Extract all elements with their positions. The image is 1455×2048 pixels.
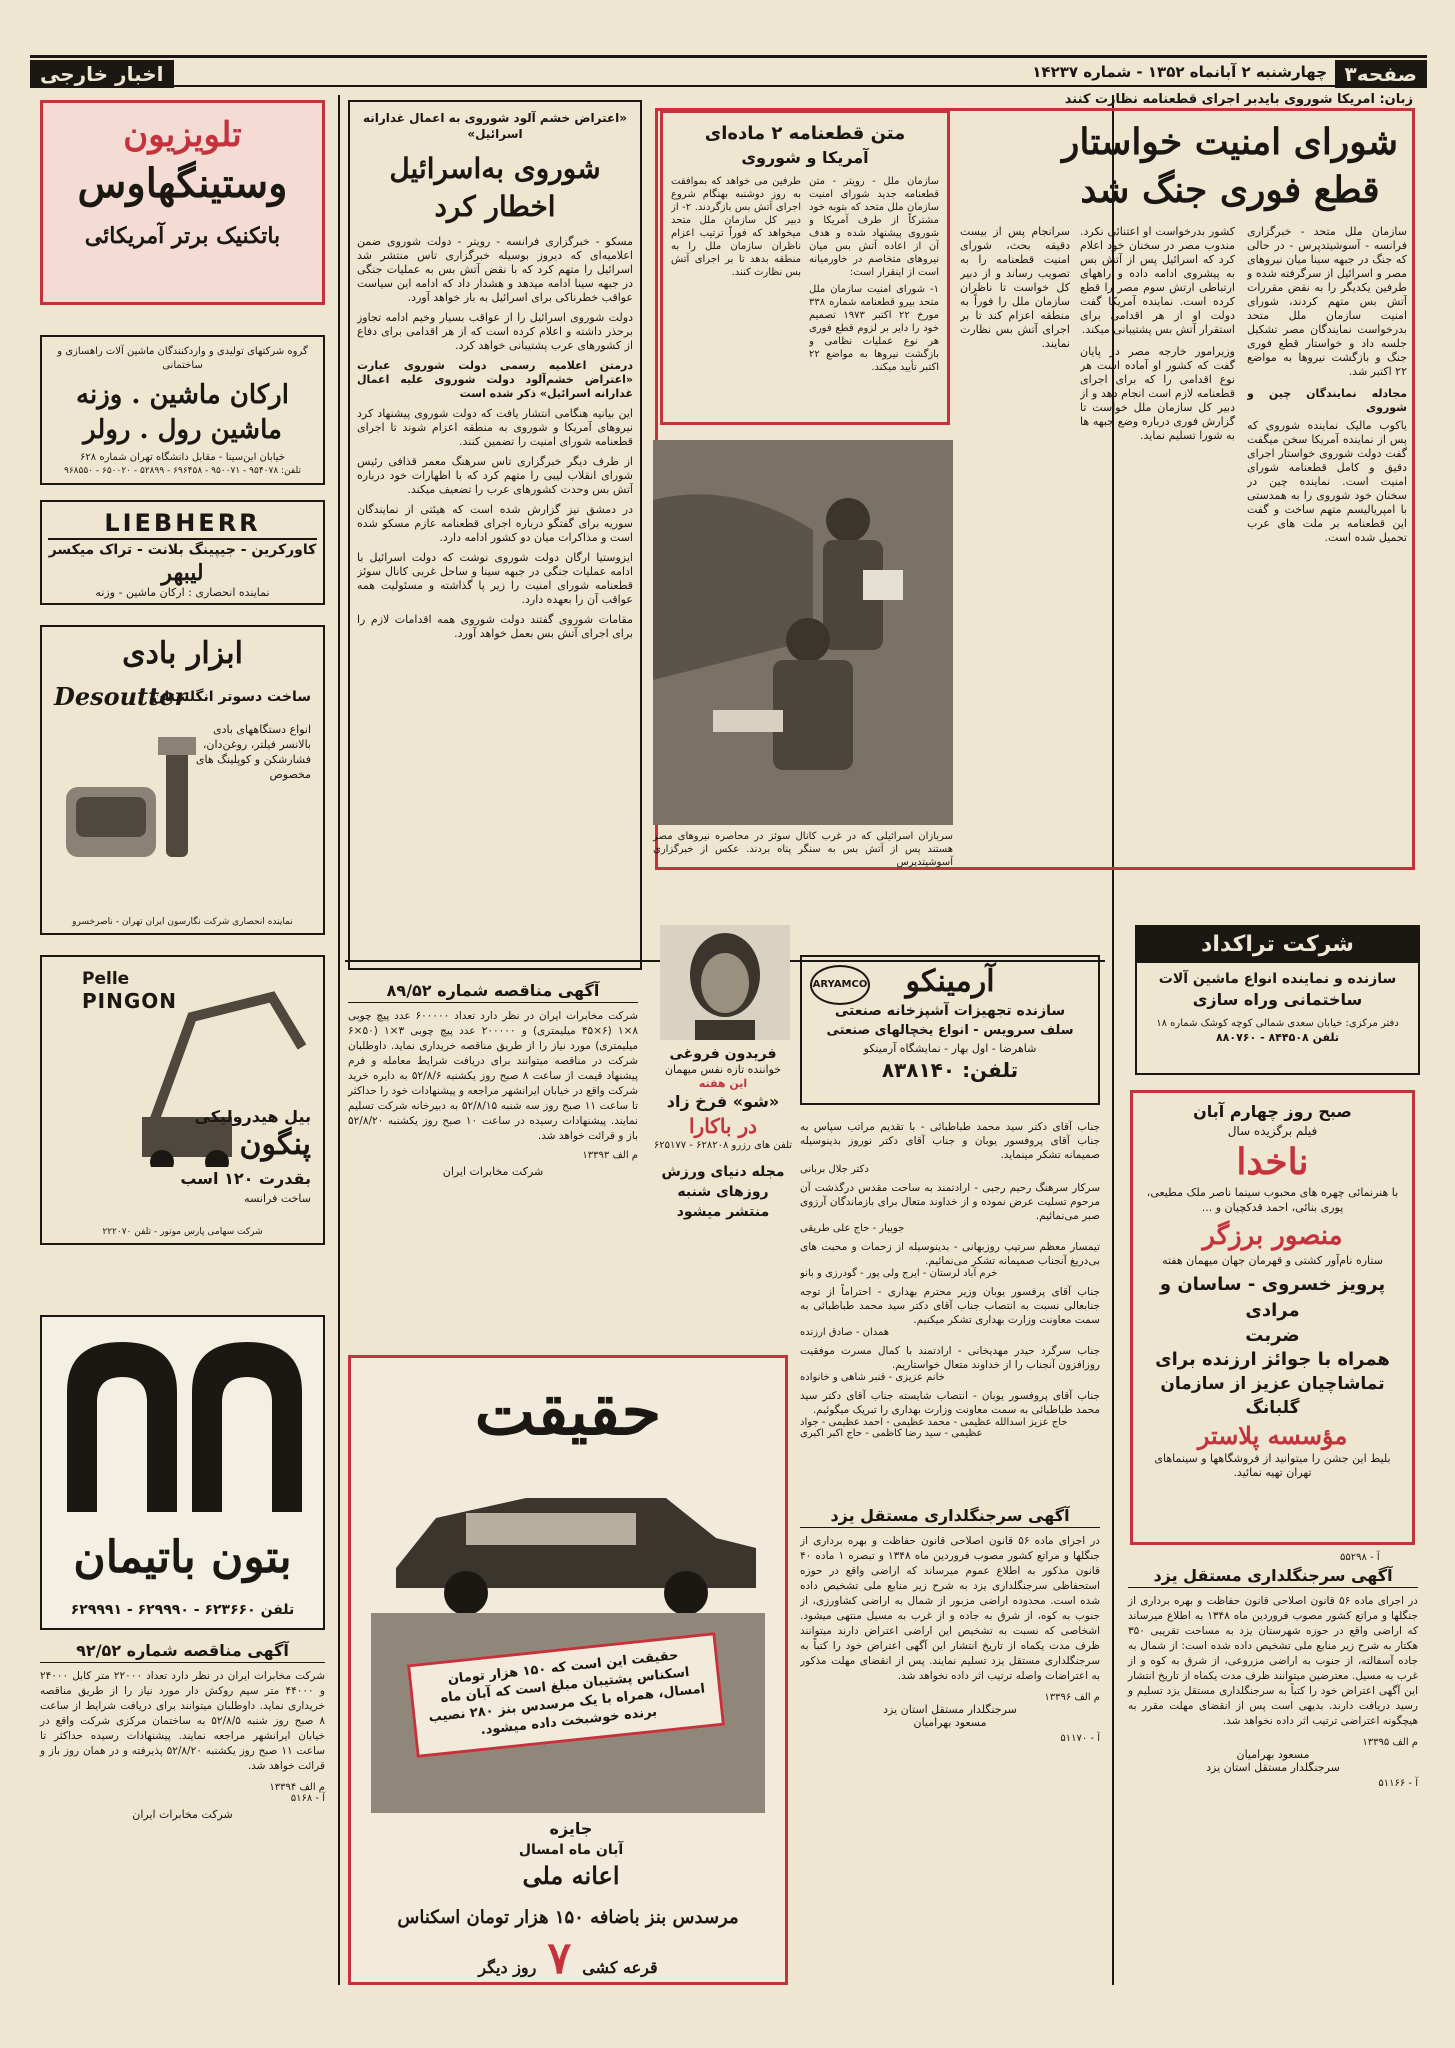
tender-89-issuer: شرکت مخابرات ایران: [442, 1165, 544, 1178]
abzar-brand: Desoutter: [54, 682, 188, 711]
yazd-center-sig-1: سرجنگلدار مستقل استان یزد: [883, 1703, 1017, 1716]
tender-92-code: م الف ۱۳۳۹۴: [269, 1782, 325, 1793]
resolution-body-b: ۱- شورای امنیت سازمان ملل متحد بیرو قطعنامه شماره ۳۳۸ مورخ ۲۲ اکتبر ۱۹۷۳ تصمیم خود را دایر بر لزوم قطع فوری هر نوع عملیات نظامی و بازگشت نیروها به مواضع ۲۲ اکتبر تأیید میکند.: [809, 284, 939, 373]
yazd-center-notice: [800, 1505, 1100, 1985]
trakdad-ad: [1135, 925, 1420, 1075]
soviet-body-e: در دمشق نیز گزارش شده است که هیئتی از نمایندگان سوریه برای گفتگو درباره اجرای قطعنامه عازم مسکو شده است و مذاکرات میان دو کشور ادامه دارد.: [357, 503, 633, 544]
days-label: روز دیگر: [478, 1958, 537, 1977]
haghighat-title: حقیقت: [474, 1375, 662, 1450]
lead-headline-2: قطع فوری جنگ شد: [1080, 169, 1380, 211]
soviet-body-b: دولت شوروی اسرائیل را از عواقب بسیار وخیم ادامه تجاوز برحذر داشته و اعلام کرده است که از هر اقدامی برای دفاع از کشورهای عرب پشتیبانی خواهد کرد.: [357, 311, 633, 352]
beton-logo-icon: [52, 1332, 317, 1517]
aryamanco-phone-label: تلفن:: [962, 1058, 1019, 1082]
tender-89: [348, 980, 638, 1325]
pingon-name: پنگون: [239, 1127, 311, 1162]
film-body4: بلیط این جشن را میتوانید از فروشگاهها و سینماهای تهران تهیه نمائید.: [1154, 1452, 1391, 1479]
haghighat-callout: حقیقت این است که ۱۵۰ هزار تومان اسکناس پشتیبان مبلغ است که آبان ماه امسال، همراه با یک مرسدس بنز ۲۸۰ نصیب برنده خوشبخت داده میشود.: [407, 1632, 725, 1758]
pingon-ad: [40, 955, 325, 1245]
page-number: صفحه۳: [1335, 60, 1427, 88]
pingon-line-1: بیل هیدرولیکی: [194, 1107, 311, 1126]
resolution-title-1: متن قطعنامه ۲ ماده‌ای: [704, 123, 906, 144]
resolution-body-c: طرفین می خواهد که بموافقت به روز دوشنبه بهنگام شروع اجرای آتش بس بازگردند. ۲- از دبیر کل سازمان ملل متحد میخواهد که فوراً ترتیب اعزام ناظران سازمان ملل را به منطقه بدهد تا بر اجرای آتش بس نظارت کنند.: [671, 176, 801, 278]
thanks-sig-5: خانم عزیزی - قنبر شاهی و خانواده: [800, 1372, 945, 1383]
aryamanco-phone: ۸۳۸۱۴۰: [881, 1058, 956, 1082]
thanks-item-3: جناب آقای پرفسور یوبان وزیر محترم بهداری - احتراماً از توجه جنابعالی نسبت به انتصاب جناب آقای دکتر سید محمد طباطبائی به سمت معاونت وزارت بهداری تشکر میکنیم.: [800, 1286, 1100, 1326]
soviet-headline-2: اخطار کرد: [434, 190, 556, 223]
tender-92: [40, 1640, 325, 1985]
arkan-intro: گروه شرکتهای تولیدی و واردکنندگان ماشین آلات راهسازی و ساختمانی: [57, 346, 308, 371]
tender-89-code: م الف ۱۳۳۹۳: [582, 1150, 638, 1161]
tv-title-3: باتکنیک برتر آمریکائی: [84, 223, 281, 249]
soviet-body-g: مقامات شوروی گفتند دولت شوروی همه اقدامات لازم را برای اجرای آتش بس بعمل خواهد آورد.: [357, 613, 633, 640]
tender-92-title: آگهی مناقصه شماره ۹۲/۵۲: [40, 1640, 325, 1663]
yazd-title: آگهی سرجنگلداری مستقل یزد: [1128, 1565, 1418, 1588]
thanks-body: جناب آقای دکتر سید محمد طباطبائی - با تقدیم مراتب سپاس به جناب آقای پروفسور یوبان و جناب آقای دکتر نوروز بدینوسیله صمیمانه تشکر مینماید.: [800, 1121, 1100, 1161]
soviet-body-d: از طرف دیگر خبرگزاری تاس سرهنگ معمر قذافی رئیس شورای انقلاب لیبی را متهم کرد که با اظهارات خود درباره آتش بس وحدت کشورهای عرب را تضعیف میکند.: [357, 455, 633, 496]
sports-promo-line-3: منتشر میشود: [676, 1204, 770, 1220]
soviet-body-a: مسکو - خبرگزاری فرانسه - رویتر - دولت شوروی ضمن اعلامیه‌ای که دیروز بوسیله خبرگزاری تاس منتشر شد اسرائیل را متهم کرد که با نقض آتش بس به عملیات جنگی در جبهه سینا ادامه میدهد و هشدار داد که ادامه این سیاست عواقب خطرناکی برای اسرائیل به بار خواهد آورد.: [357, 235, 633, 304]
resolution-box: [660, 110, 950, 425]
soviet-kicker: «اعتراض خشم آلود شوروی به اعمال غدارانه اسرائیل»: [362, 111, 628, 141]
yazd-ref: آ - ۵۱۱۶۶: [1378, 1778, 1418, 1789]
portrait-graphic: [660, 925, 790, 1040]
liebherr-brand: LIEBHERR: [48, 508, 317, 540]
film-sub: فیلم برگزیده سال: [1227, 1124, 1318, 1138]
show-this-week: این هفته: [698, 1077, 748, 1090]
beton-phones: تلفن ۶۲۳۶۶۰ - ۶۲۹۹۹۰ - ۶۲۹۹۹۱: [70, 1602, 295, 1618]
pingon-brand-1: Pelle: [82, 969, 130, 989]
show-role: خواننده تازه نفس میهمان: [664, 1063, 782, 1076]
air-tool-illustration: [56, 727, 206, 887]
soldiers-photo-graphic: [653, 440, 953, 825]
thanks-sig-3: خرم آباد لرستان - ایرج ولی پور - گودرزی و بانو: [800, 1268, 998, 1279]
yazd-code: م الف ۱۳۳۹۵: [1362, 1737, 1418, 1748]
tender-89-body: شرکت مخابرات ایران در نظر دارد تعداد ۶۰۰۰۰۰ عدد پیچ چوبی ۸×۱ (۶×۴۵ میلیمتری) و ۲۰۰۰۰۰ عدد پیچ چوبی ۳×۱ (۵۰×۶ میلیمتری) مورد نیاز را از طریق مناقصه خریداری نماید. داوطلبان شرکت در مناقصه میتوانند برای دریافت شرایط معامله و فرم پیشنهاد قیمت از ساعت ۸ صبح روز یکشنبه ۵۲/۸/۶ به دایره خرید شرکت واقع در خیابان ایرانشهر مراجعه و پیشنهادات خود را حداکثر تا ساعت ۱۱ صبح روز سه شنبه ۵۲/۸/۱۵ به دبیرخانه شرکت تسلیم نمایند. پیشنهادات رسیده در ساعت ۱۰ صبح روز یکشنبه ۵۲/۸/۲۰ باز و قرائت خواهد شد.: [348, 1010, 639, 1142]
arkan-ad: [40, 335, 325, 485]
main-prize: مرسدس بنز باضافه ۱۵۰ هزار تومان اسکناس: [397, 1907, 739, 1928]
lead-headline-1: شورای امنیت خواستار: [1062, 121, 1398, 163]
photo-caption: سربازان اسرائیلی که در غرب کانال سوئز در محاصره نیروهای مصر هستند پس از آتش بس به سنگر پناه بردند. عکس از خبرگزاری آسوشیتدپرس: [653, 831, 953, 868]
trak-line-2: ساختمانی وراه سازی: [1192, 990, 1363, 1009]
resolution-body-a: سازمان ملل - رویتر - متن قطعنامه جدید شورای امنیت سازمان ملل متحد که بتوبه خود مشترکاً از طرف آمریکا و شوروی پیشنهاد شده و هدف آن از اعاده آتش بس میان نیروهای متخاصم در خاورمیانه است از اینقرار است:: [809, 176, 939, 278]
sponsor: اعانه ملی: [522, 1861, 620, 1890]
lead-body-e: وزیرامور خارجه مصر در پایان گفت که کشور او آماده است هر نوع اقدامی را که برای اجرای قطعنامه لازم است انجام دهد و از دبیر کل سازمان ملل خواست تا گزارش فوری درباره وضع جبهه ها به شورا تسلیم نماید.: [1080, 345, 1235, 442]
thanks-sig-6: حاج عزیز اسدالله عظیمی - محمد عظیمی - احمد عظیمی - جواد عظیمی - سید رضا کاظمی - حاج اکبر اکبری: [800, 1417, 1068, 1439]
film-cast: پرویز خسروی - ساسان و مرادی: [1159, 1274, 1386, 1321]
arkan-phones: تلفن: ۹۵۴۰۷۸ - ۹۵۰۰۷۱ - ۶۹۶۴۵۸ - ۵۲۸۹۹ - ۶۵۰۰۲۰ - ۹۶۸۵۵۰: [64, 466, 301, 476]
lead-col-1: [1247, 225, 1407, 855]
westinghouse-ad: [40, 100, 325, 305]
lead-body-a: سازمان ملل متحد - خبرگزاری فرانسه - آسوشیتدپرس - در حالی که جنگ در جبهه سینا میان نیروهای مصر و اسرائیل از سرگرفته شده و طرفین یکدیگر را به نقض مقررات آتش بس متهم کردند، شورای امنیت سازمان ملل متحد بدرخواست نمایندگان مصر تشکیل جلسه داد و خواستار قطع فوری جنگ و بازگشت نیروها به مواضع ۲۲ اکتبر شد.: [1247, 225, 1407, 378]
forughi-photo: [660, 925, 790, 1040]
pingon-origin: ساخت فرانسه: [244, 1192, 311, 1205]
show-show-name: «شو» فرخ زاد: [666, 1092, 780, 1111]
trak-address: دفتر مرکزی: خیابان سعدی شمالی کوچه کوشک شماره ۱۸: [1156, 1018, 1399, 1029]
pingon-agent: شرکت سهامی پارس موتور - تلفن ۲۲۲۰۷۰: [102, 1227, 263, 1237]
thanks-sig-4: همدان - صادق ارزنده: [800, 1327, 890, 1338]
film-title: ناخدا: [1236, 1141, 1309, 1183]
thanks-sig-1: دکتر جلال بربانی: [800, 1164, 869, 1175]
film-zarb: ضربت: [1245, 1325, 1300, 1346]
lead-body-d: یاکوب مالیک نماینده شوروی که پس از نماینده آمریکا سخن میگفت گفت دولت شوروی خواستار اجرای دقیق و کامل قطعنامه شورای امنیت است. نماینده چین در سخنان خود شوروی را به همدستی با امپریالیسم متهم ساخت و گفت این قطعنامه بر ملت های عرب تحمیل شده است.: [1247, 419, 1407, 544]
beton-ad: [40, 1315, 325, 1630]
liebherr-line: کاورکرین - جیپینگ بلانت - تراک میکسر: [48, 542, 317, 558]
show-venue: در باکارا: [688, 1114, 758, 1138]
abzar-agent: نماینده انحصاری شرکت نگارسون ایران تهران - ناصرخسرو: [72, 917, 293, 927]
lead-body-c: سرانجام پس از بیست دقیقه بحث، شورای امنیت قطعنامه را به تصویب رساند و از دبیر کل خواست تا ناظران سازمان ملل را فوراً به منطقه اعزام کند تا بر اجرای آتش بس نظارت نمایند.: [960, 225, 1070, 350]
thanks-item-5: جناب آقای پروفسور یوبان - انتصاب شایسته جناب آقای دکتر سید محمد طباطبائی به سمت معاونت وزارت بهداری را تبریک میگوئیم.: [800, 1390, 1100, 1416]
yazd-sig-1: مسعود بهرامیان: [1236, 1748, 1310, 1761]
arkan-sub: ماشین رول . رولر: [83, 415, 282, 445]
film-ref: آ - ۵۵۲۹۸: [1340, 1552, 1380, 1563]
trak-phones: تلفن ۸۴۴۵۰۸ - ۸۸۰۷۶۰: [1215, 1031, 1340, 1044]
trak-title: شرکت تراکداد: [1137, 927, 1418, 963]
tv-title-1: تلویزیون: [123, 115, 242, 155]
mercedes-car-illustration: [376, 1458, 766, 1618]
film-star: ستاره نام‌آور کشتی و قهرمان جهان میهمان هفته: [1162, 1254, 1383, 1267]
tv-title-2: وستینگهاوس: [77, 160, 288, 207]
beton-name: بتون باتیمان: [73, 1532, 292, 1583]
show-phones: تلفن های رزرو ۶۲۸۲۰۸ - ۶۲۵۱۷۷: [653, 1140, 793, 1151]
thanks-item-4: جناب سرگرد حیدر مهدیخانی - ارادتمند با کمال مسرت موفقیت روزافزون آنجناب را از خداوند متعال خواستاریم.: [800, 1345, 1100, 1371]
arkan-address: خیابان ابن‌سینا - مقابل دانشگاه تهران شماره ۶۲۸: [80, 452, 285, 463]
haghighat-ad: [348, 1355, 788, 1985]
aryamanco-logo: ARYAMCO: [810, 965, 870, 1005]
issue-date: چهارشنبه ۲ آبانماه ۱۳۵۲ - شماره ۱۴۲۳۷: [1032, 63, 1327, 81]
yazd-body: در اجرای ماده ۵۶ قانون اصلاحی قانون حفاظت و بهره برداری از جنگلها و مراتع کشور مصوب فروردین ماه ۱۳۴۸ به اطلاع میرساند که اراضی واقع در حوزه شهرستان یزد به مساحت تقریبی ۳۵۰ هکتار به شرح زیر منابع ملی تشخیص داده شده است: از شمال به جاده آسفالته، از جنوب به اراضی مزروعی، از شرق به کوه و از غرب به مسیل. معترضین میتوانند ظرف مدت یکماه از تاریخ انتشار این آگهی اعتراض خود را کتباً به سرجنگلداری مستقل یزد تسلیم و رسید دریافت دارند. بدیهی است پس از انقضای مهلت مقرر به هیچگونه اعتراضی ترتیب اثر داده نخواهد شد.: [1128, 1595, 1418, 1727]
lead-col-3: [960, 225, 1070, 855]
aryamanco-ad: [800, 955, 1100, 1105]
lead-sub-1: مجادله نمایندگان چین و شوروی: [1247, 387, 1407, 414]
aryamanco-name: آرمینکو: [905, 964, 995, 999]
desoutter-ad: [40, 625, 325, 935]
abzar-origin: ساخت دسوتر انگلستان: [152, 689, 311, 705]
tender-92-body: شرکت مخابرات ایران در نظر دارد تعداد ۲۲۰۰۰ متر کابل ۲۴۰۰۰ و ۴۴۰۰۰ متر سیم روکش دار مورد نیاز را از طریق مناقصه خریداری نماید. داوطلبان میتوانند برای دریافت شرایط از ساعت ۸ صبح روز شنبه ۵۲/۸/۵ به ساختمان مرکزی شرکت واقع در خیابان ایرانشهر مراجعه نمایند. پیشنهادات رسیده حداکثر تا ساعت ۱۱ صبح روز یکشنبه ۵۲/۸/۲۰ پذیرفته و در همان روز باز و قرائت خواهد شد.: [40, 1670, 325, 1772]
lead-col-2: [1080, 225, 1235, 855]
prize-label-box: [481, 1818, 661, 1892]
page-header: [30, 55, 1427, 87]
draw-countdown: [351, 1933, 785, 1984]
tender-89-title: آگهی مناقصه شماره ۸۹/۵۲: [348, 980, 638, 1003]
yazd-center-body: در اجرای ماده ۵۶ قانون اصلاحی قانون حفاظت و بهره برداری از جنگلها و مراتع کشور مصوب فروردین ماه ۱۳۴۸ و تبصره ۱ ماده ۴۰ قانون مذکور به اطلاع عموم میرساند که اراضی واقع در حوزه استحفاظی سرجنگلداری یزد به شرح زیر منابع ملی تشخیص داده شده است. محدوده اراضی مزبور از شمال به اراضی کشاورزی، از جنوب به کوه، از شرق به جاده و از غرب به مسیل منتهی میشود. اشخاصی که نسبت به تشخیص این اراضی اعتراض دارند میتوانند ظرف مدت یکماه از تاریخ انتشار این آگهی اعتراض خود را کتباً به سرجنگلداری مستقل یزد تسلیم نمایند. پس از انقضای مهلت مذکور به اعتراضات واصله ترتیب اثر داده نخواهد شد.: [800, 1535, 1100, 1682]
abzar-title: ابزار بادی: [122, 636, 243, 671]
film-director: منصور برزگر: [1202, 1221, 1343, 1251]
draw-label: قرعه کشی: [582, 1958, 658, 1977]
liebherr-agent: نماینده انحصاری : ارکان ماشین - وزنه: [95, 586, 270, 599]
nakhoda-ad: [1130, 1090, 1415, 1545]
soviet-body-c: این بیانیه هنگامی انتشار یافت که دولت شوروی پیشنهاد کرد نیروهای آمریکا و شوروی به منطقه اعزام شوند تا اجرای قطعنامه شورای امنیت را تضمین کنند.: [357, 407, 633, 448]
film-body: با هنرنمائی چهره های محبوب سینما ناصر ملک مطیعی، پوری بنائی، احمد قدکچیان و ...: [1146, 1186, 1399, 1214]
yazd-center-code: م الف ۱۳۳۹۶: [1044, 1692, 1100, 1703]
tender-92-ref: آ - ۵۱۶۸: [290, 1793, 325, 1804]
aryamanco-address: شاهرضا - اول بهار - نمایشگاه آرمینکو: [863, 1042, 1037, 1055]
liebherr-fa: لیبهر: [161, 560, 204, 586]
pingon-power: بقدرت ۱۲۰ اسب: [180, 1169, 311, 1188]
soviet-headline-1: شوروی به‌اسرائیل: [389, 152, 601, 185]
days-left: ۷: [547, 1933, 572, 1984]
aryamanco-line-2: سلف سرویس - انواع یخچالهای صنعتی: [826, 1023, 1074, 1038]
trak-line-1: سازنده و نماینده انواع ماشین آلات: [1158, 971, 1397, 987]
tender-92-issuer: شرکت مخابرات ایران: [132, 1808, 233, 1821]
aryamanco-line-1: سازنده تجهیزات آشپزخانه صنعتی: [834, 1003, 1066, 1019]
thanks-notices: [800, 1120, 1100, 1495]
thanks-sig-2: جویبار - حاج علی طریقی: [800, 1223, 905, 1234]
section-label: اخبار خارجی: [30, 60, 174, 88]
prize-label: جایزه: [549, 1819, 593, 1838]
film-institute: مؤسسه پلاستر: [1197, 1421, 1348, 1450]
show-ad: [648, 1045, 798, 1222]
yazd-center-sig-2: مسعود بهرامیان: [913, 1716, 987, 1729]
sports-promo-line-2: روزهای شنبه: [677, 1184, 769, 1200]
lead-body-b: کشور بدرخواست او اعتنائی نکرد. مندوب مصر در سخنان خود اعلام کرد که اسرائیل پس از آتش بس به پیشروی ادامه داده و راههای ارتباطی ارتش سوم مصر را قطع کرده است. نماینده آمریکا گفت دولت او از هر اقدامی برای استقرار آتش بس پشتیبانی میکند.: [1080, 225, 1235, 336]
column-rule: [338, 95, 340, 1985]
film-body3: تماشاچیان عزیز از سازمان گلبانگ: [1160, 1374, 1385, 1418]
yazd-center-ref: آ - ۵۱۱۷۰: [1060, 1733, 1100, 1744]
thanks-item-1: سرکار سرهنگ رحیم رجبی - ارادتمند به ساحت مقدس درگذشت آن مرحوم تسلیت عرض نموده و از خداوند متعال برای بازماندگان آرزوی صبر می‌نمائیم.: [800, 1182, 1100, 1222]
prize-month: آبان ماه امسال: [518, 1842, 624, 1858]
soviet-sub-1: درمتن اعلامیه رسمی دولت شوروی عبارت «اعتراض خشم‌آلود دولت شوروی علیه اعمال غدارانه اسرائیل» ذکر شده است: [357, 359, 633, 400]
soviet-body-f: ایزوستیا ارگان دولت شوروی نوشت که دولت اسرائیل با ادامه عملیات جنگی در جبهه سینا و ساحل غربی کانال سوئز قطعنامه شورای امنیت را زیر پا گذاشته و مسئولیت همه عواقب آن را بعهده دارد.: [357, 551, 633, 606]
yazd-right-notice: [1128, 1565, 1418, 1985]
arkan-name: ارکان ماشین . وزنه: [76, 380, 289, 410]
yazd-center-title: آگهی سرجنگلداری مستقل یزد: [800, 1505, 1100, 1528]
liebherr-ad: [40, 500, 325, 605]
thanks-item-2: تیمسار معظم سرتیپ روزبهانی - بدینوسیله از زحمات و محبت های بی‌دریغ آنجناب صمیمانه تشکر می‌نمائیم.: [800, 1241, 1100, 1267]
pingon-brand-2: PINGON: [82, 989, 177, 1013]
film-body2: همراه با جوائز ارزنده برای: [1155, 1349, 1390, 1370]
lead-kicker: زبان: امریکا شوروی بایدبر اجرای قطعنامه نظارت کنند: [1064, 92, 1413, 107]
show-name: فریدون فروغی: [669, 1046, 777, 1062]
soldiers-photo: [653, 440, 953, 825]
abzar-body: انواع دستگاههای بادی بالانسر فیلتر، روغن‌دان، فشارشکن و کوپلینگ های مخصوص: [195, 723, 311, 781]
sports-promo-line-1: مجله دنیای ورزش: [661, 1164, 785, 1180]
yazd-sig-2: سرجنگلدار مستقل استان یزد: [1206, 1761, 1340, 1774]
film-intro: صبح روز چهارم آبان: [1193, 1102, 1352, 1121]
soviet-body: [357, 235, 633, 960]
resolution-title-2: آمریکا و شوروی: [741, 148, 869, 167]
